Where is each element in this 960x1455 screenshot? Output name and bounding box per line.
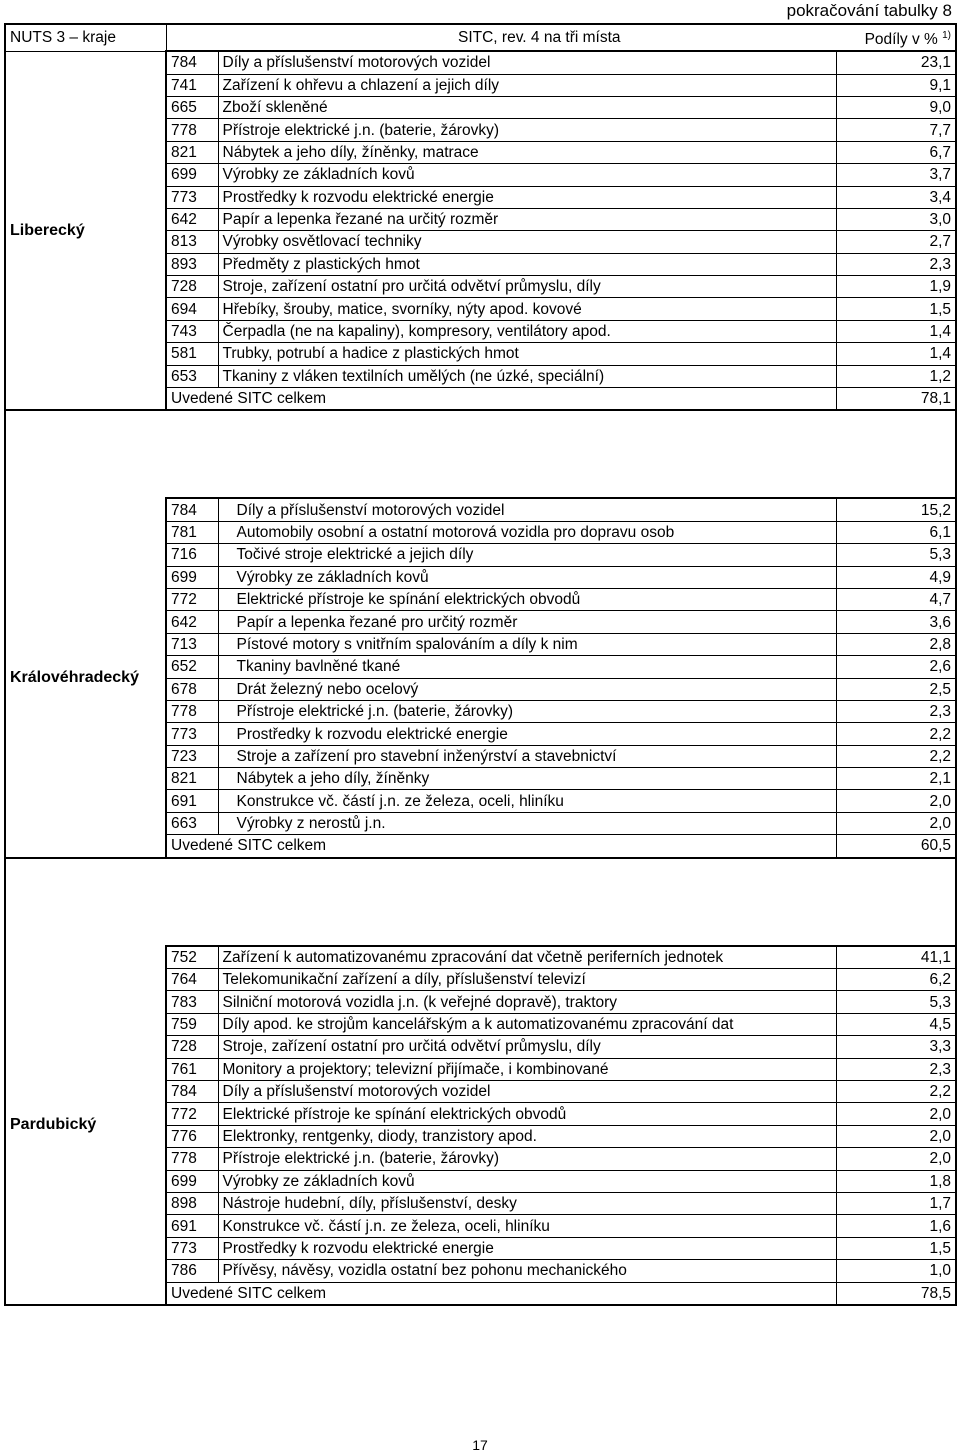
sitc-code: 699 [166, 1170, 218, 1192]
section-gap [5, 858, 956, 946]
commodity-name: Zařízení k ohřevu a chlazení a jejich díly [218, 74, 836, 96]
share-value: 2,5 [836, 678, 956, 700]
share-value: 2,2 [836, 745, 956, 767]
sitc-code: 772 [166, 1103, 218, 1125]
share-value: 4,9 [836, 566, 956, 588]
share-value: 7,7 [836, 119, 956, 141]
share-value: 1,6 [836, 1215, 956, 1237]
share-value: 6,1 [836, 521, 956, 543]
commodity-name: Elektrické přístroje ke spínání elektrických obvodů [218, 588, 836, 610]
sitc-code: 699 [166, 566, 218, 588]
commodity-name: Monitory a projektory; televizní přijímače, i kombinované [218, 1058, 836, 1080]
sitc-code: 699 [166, 164, 218, 186]
sitc-code: 776 [166, 1125, 218, 1147]
commodity-name: Prostředky k rozvodu elektrické energie [218, 186, 836, 208]
commodity-name: Drát železný nebo ocelový [218, 678, 836, 700]
share-value: 2,0 [836, 1148, 956, 1170]
share-value: 2,8 [836, 633, 956, 655]
commodity-name: Pístové motory s vnitřním spalováním a díly k nim [218, 633, 836, 655]
sitc-code: 784 [166, 498, 218, 521]
share-value: 2,3 [836, 1058, 956, 1080]
sitc-code: 642 [166, 208, 218, 230]
commodity-name: Výrobky osvětlovací techniky [218, 231, 836, 253]
total-value: 60,5 [836, 835, 956, 858]
total-label: Uvedené SITC celkem [166, 835, 836, 858]
sitc-code: 893 [166, 253, 218, 275]
commodity-name: Tkaniny z vláken textilních umělých (ne úzké, speciální) [218, 365, 836, 387]
commodity-name: Stroje, zařízení ostatní pro určitá odvětví průmyslu, díly [218, 276, 836, 298]
commodity-name: Zařízení k automatizovanému zpracování dat včetně periferních jednotek [218, 946, 836, 969]
commodity-name: Trubky, potrubí a hadice z plastických hmot [218, 343, 836, 365]
sitc-code: 716 [166, 544, 218, 566]
table-header-row [5, 24, 956, 51]
region-name: Pardubický [5, 946, 166, 1305]
commodity-name: Stroje, zařízení ostatní pro určitá odvětví průmyslu, díly [218, 1036, 836, 1058]
share-value: 3,0 [836, 208, 956, 230]
share-value: 2,3 [836, 700, 956, 722]
sitc-code: 741 [166, 74, 218, 96]
sitc-code: 778 [166, 119, 218, 141]
sitc-code: 691 [166, 790, 218, 812]
commodity-name: Elektrické přístroje ke spínání elektrických obvodů [218, 1103, 836, 1125]
sitc-code: 821 [166, 141, 218, 163]
commodity-name: Výrobky z nerostů j.n. [218, 812, 836, 834]
commodity-name: Konstrukce vč. částí j.n. ze železa, oceli, hliníku [218, 1215, 836, 1237]
share-value: 1,5 [836, 1237, 956, 1259]
share-value: 1,5 [836, 298, 956, 320]
commodity-name: Elektronky, rentgenky, diody, tranzistory apod. [218, 1125, 836, 1147]
sitc-code: 752 [166, 946, 218, 969]
total-label: Uvedené SITC celkem [166, 388, 836, 411]
share-value: 1,9 [836, 276, 956, 298]
table-row [5, 946, 956, 969]
share-value: 1,0 [836, 1260, 956, 1282]
share-value: 4,5 [836, 1013, 956, 1035]
commodity-name: Díly apod. ke strojům kancelářským a k automatizovanému zpracování dat [218, 1013, 836, 1035]
sitc-code: 781 [166, 521, 218, 543]
commodity-name: Výrobky ze základních kovů [218, 164, 836, 186]
share-value: 5,3 [836, 544, 956, 566]
sitc-code: 713 [166, 633, 218, 655]
share-value: 9,0 [836, 96, 956, 118]
sitc-code: 821 [166, 768, 218, 790]
share-value: 1,7 [836, 1192, 956, 1214]
commodity-name: Výrobky ze základních kovů [218, 566, 836, 588]
share-value: 3,7 [836, 164, 956, 186]
share-value: 2,6 [836, 656, 956, 678]
commodity-name: Nábytek a jeho díly, žíněnky [218, 768, 836, 790]
total-label: Uvedené SITC celkem [166, 1282, 836, 1305]
region-name: Liberecký [5, 51, 166, 410]
share-value: 2,0 [836, 1125, 956, 1147]
sitc-code: 728 [166, 276, 218, 298]
share-value: 1,4 [836, 343, 956, 365]
sitc-code: 663 [166, 812, 218, 834]
commodity-name: Točivé stroje elektrické a jejich díly [218, 544, 836, 566]
commodity-name: Nábytek a jeho díly, žíněnky, matrace [218, 141, 836, 163]
share-value: 1,8 [836, 1170, 956, 1192]
sitc-code: 694 [166, 298, 218, 320]
share-value: 2,0 [836, 790, 956, 812]
sitc-code: 784 [166, 51, 218, 74]
sitc-code: 691 [166, 1215, 218, 1237]
sitc-code: 642 [166, 611, 218, 633]
commodity-name: Výrobky ze základních kovů [218, 1170, 836, 1192]
share-value: 15,2 [836, 498, 956, 521]
commodity-name: Hřebíky, šrouby, matice, svorníky, nýty apod. kovové [218, 298, 836, 320]
table-row [5, 51, 956, 74]
commodity-name: Silniční motorová vozidla j.n. (k veřejné dopravě), traktory [218, 991, 836, 1013]
sitc-code: 772 [166, 588, 218, 610]
continuation-title: pokračování tabulky 8 [786, 1, 952, 20]
commodity-name: Díly a příslušenství motorových vozidel [218, 498, 836, 521]
commodity-name: Konstrukce vč. částí j.n. ze železa, oceli, hliníku [218, 790, 836, 812]
sitc-code: 678 [166, 678, 218, 700]
page-number: 17 [472, 1437, 488, 1453]
sitc-code: 728 [166, 1036, 218, 1058]
sitc-code: 759 [166, 1013, 218, 1035]
commodity-name: Prostředky k rozvodu elektrické energie [218, 1237, 836, 1259]
commodity-name: Tkaniny bavlněné tkané [218, 656, 836, 678]
sitc-code: 783 [166, 991, 218, 1013]
header-sitc: SITC, rev. 4 na tři místa [166, 24, 836, 51]
sitc-code: 581 [166, 343, 218, 365]
share-value: 41,1 [836, 946, 956, 969]
commodity-name: Přístroje elektrické j.n. (baterie, žárovky) [218, 1148, 836, 1170]
share-value: 2,3 [836, 253, 956, 275]
header-shares: Podíly v % $^{1)}$ [836, 24, 956, 51]
sitc-code: 898 [166, 1192, 218, 1214]
share-value: 2,2 [836, 723, 956, 745]
sitc-code: 665 [166, 96, 218, 118]
share-value: 3,3 [836, 1036, 956, 1058]
sitc-code: 743 [166, 320, 218, 342]
commodity-name: Stroje a zařízení pro stavební inženýrství a stavebnictví [218, 745, 836, 767]
share-value: 23,1 [836, 51, 956, 74]
section-gap [5, 410, 956, 498]
sitc-code: 723 [166, 745, 218, 767]
sitc-code: 786 [166, 1260, 218, 1282]
commodity-name: Telekomunikační zařízení a díly, příslušenství televizí [218, 969, 836, 991]
commodity-name: Přívěsy, návěsy, vozidla ostatní bez pohonu mechanického [218, 1260, 836, 1282]
share-value: 5,3 [836, 991, 956, 1013]
sitc-code: 778 [166, 1148, 218, 1170]
total-value: 78,5 [836, 1282, 956, 1305]
commodity-name: Nástroje hudební, díly, příslušenství, desky [218, 1192, 836, 1214]
commodity-name: Papír a lepenka řezané pro určitý rozměr [218, 611, 836, 633]
commodity-name: Díly a příslušenství motorových vozidel [218, 51, 836, 74]
sitc-code: 773 [166, 1237, 218, 1259]
sitc-code: 761 [166, 1058, 218, 1080]
sitc-code: 813 [166, 231, 218, 253]
region-name: Královéhradecký [5, 498, 166, 857]
commodity-name: Díly a příslušenství motorových vozidel [218, 1081, 836, 1103]
sitc-code: 653 [166, 365, 218, 387]
sitc-code: 773 [166, 723, 218, 745]
share-value: 2,7 [836, 231, 956, 253]
share-value: 2,0 [836, 1103, 956, 1125]
share-value: 4,7 [836, 588, 956, 610]
total-value: 78,1 [836, 388, 956, 411]
share-value: 2,1 [836, 768, 956, 790]
share-value: 6,2 [836, 969, 956, 991]
share-value: 1,2 [836, 365, 956, 387]
sitc-code: 764 [166, 969, 218, 991]
sitc-code: 778 [166, 700, 218, 722]
sitc-code: 773 [166, 186, 218, 208]
commodity-name: Automobily osobní a ostatní motorová vozidla pro dopravu osob [218, 521, 836, 543]
share-value: 2,2 [836, 1081, 956, 1103]
table-row [5, 498, 956, 521]
share-value: 6,7 [836, 141, 956, 163]
export-shares-table [4, 23, 957, 1306]
sitc-code: 784 [166, 1081, 218, 1103]
commodity-name: Zboží skleněné [218, 96, 836, 118]
commodity-name: Přístroje elektrické j.n. (baterie, žárovky) [218, 119, 836, 141]
commodity-name: Papír a lepenka řezané na určitý rozměr [218, 208, 836, 230]
share-value: 2,0 [836, 812, 956, 834]
commodity-name: Prostředky k rozvodu elektrické energie [218, 723, 836, 745]
sitc-code: 652 [166, 656, 218, 678]
commodity-name: Předměty z plastických hmot [218, 253, 836, 275]
share-value: 9,1 [836, 74, 956, 96]
commodity-name: Čerpadla (ne na kapaliny), kompresory, ventilátory apod. [218, 320, 836, 342]
share-value: 3,6 [836, 611, 956, 633]
share-value: 3,4 [836, 186, 956, 208]
share-value: 1,4 [836, 320, 956, 342]
commodity-name: Přístroje elektrické j.n. (baterie, žárovky) [218, 700, 836, 722]
header-region: NUTS 3 – kraje [5, 24, 166, 51]
